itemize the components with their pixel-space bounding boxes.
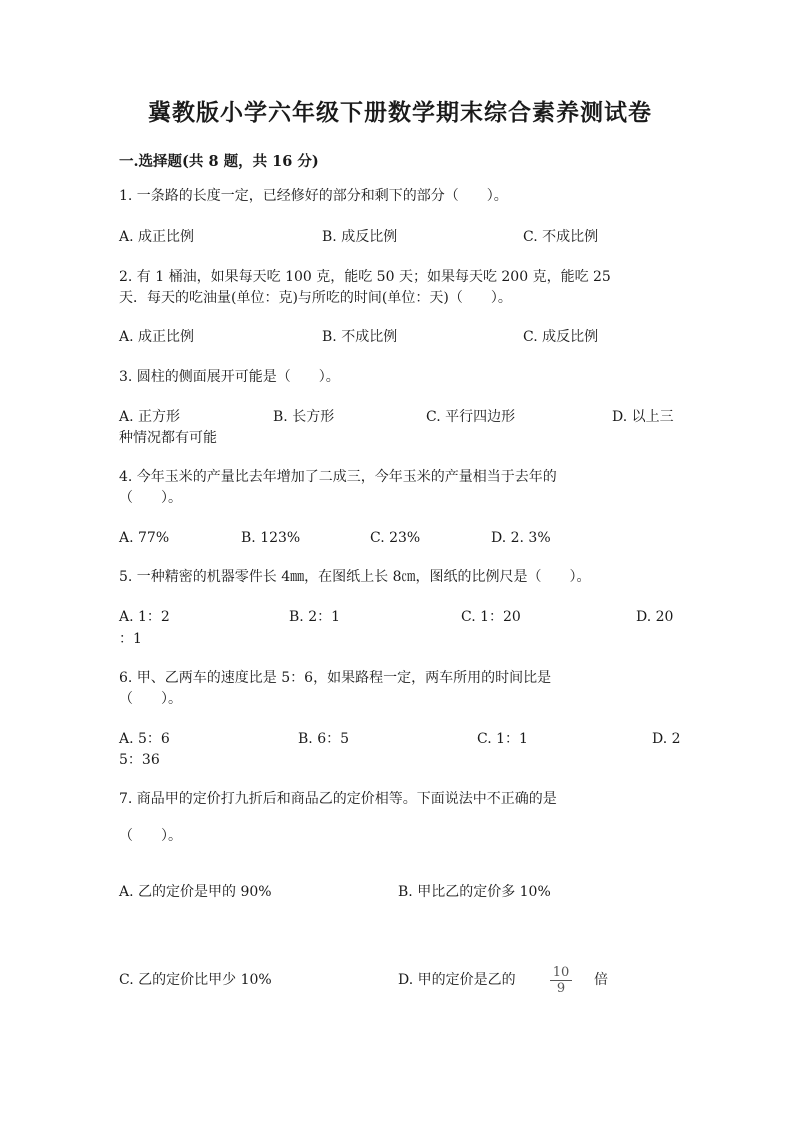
question-6-option-d: D. 2: [652, 731, 681, 747]
question-5-option-b: B. 2：1: [289, 609, 341, 625]
question-3-text: 3. 圆柱的侧面展开可能是（ ）。: [119, 369, 340, 385]
question-2-option-c: C. 成反比例: [523, 329, 599, 345]
question-1-option-a: A. 成正比例: [119, 229, 195, 245]
question-2-option-a: A. 成正比例: [119, 329, 195, 345]
question-3-option-d: D. 以上三: [612, 409, 674, 425]
question-4-option-c: C. 23%: [370, 530, 421, 546]
question-3-option-b: B. 长方形: [273, 409, 335, 425]
question-5-option-a: A. 1：2: [119, 609, 170, 625]
question-2-line-2: 天．每天的吃油量(单位：克)与所吃的时间(单位：天)（ ）。: [119, 290, 512, 306]
question-2-option-b: B. 不成比例: [322, 329, 398, 345]
section-heading: 一.选择题(共 8 题，共 16 分): [119, 153, 319, 170]
question-4-line-1: 4. 今年玉米的产量比去年增加了二成三，今年玉米的产量相当于去年的: [119, 469, 557, 485]
question-5-text: 5. 一种精密的机器零件长 4㎜，在图纸上长 8㎝，图纸的比例尺是（ ）。: [119, 569, 591, 585]
question-5-option-c: C. 1：20: [461, 609, 521, 625]
question-4-line-2: （ ）。: [119, 490, 182, 506]
question-5-option-d-wrap: ：1: [119, 631, 142, 647]
question-6-line-1: 6. 甲、乙两车的速度比是 5：6，如果路程一定，两车所用的时间比是: [119, 670, 552, 686]
question-7-option-a: A. 乙的定价是甲的 90%: [119, 884, 272, 900]
question-7-line-1: 7. 商品甲的定价打九折后和商品乙的定价相等。下面说法中不正确的是: [119, 791, 557, 807]
question-7-option-c: C. 乙的定价比甲少 10%: [119, 972, 272, 988]
question-7-option-d-fraction: [550, 965, 572, 996]
question-3-option-a: A. 正方形: [119, 409, 181, 425]
question-5-option-d: D. 20: [636, 609, 674, 625]
question-4-option-a: A. 77%: [119, 530, 170, 546]
question-1-option-b: B. 成反比例: [322, 229, 398, 245]
question-7-option-b: B. 甲比乙的定价多 10%: [398, 884, 551, 900]
question-6-option-b: B. 6：5: [298, 731, 350, 747]
fraction-denominator: 9: [556, 981, 566, 996]
question-2-line-1: 2. 有 1 桶油，如果每天吃 100 克，能吃 50 天；如果每天吃 200 克，能吃 25: [119, 269, 611, 285]
question-7-line-2: （ ）。: [119, 828, 182, 844]
question-6-line-2: （ ）。: [119, 691, 182, 707]
question-4-option-b: B. 123%: [241, 530, 301, 546]
question-3-option-c: C. 平行四边形: [426, 409, 516, 425]
question-6-option-a: A. 5：6: [119, 731, 170, 747]
question-3-option-d-wrap: 种情况都有可能: [119, 430, 217, 446]
question-6-option-c: C. 1：1: [477, 731, 528, 747]
question-6-option-d-wrap: 5：36: [119, 752, 160, 768]
question-1-option-c: C. 不成比例: [523, 229, 599, 245]
question-7-option-d-suffix: 倍: [594, 972, 608, 988]
question-7-option-d: D. 甲的定价是乙的: [398, 972, 516, 988]
question-4-option-d: D. 2. 3%: [491, 530, 551, 546]
page-title: 冀教版小学六年级下册数学期末综合素养测试卷: [148, 99, 652, 126]
question-1-text: 1. 一条路的长度一定，已经修好的部分和剩下的部分（ ）。: [119, 188, 508, 204]
fraction-numerator: 10: [550, 965, 572, 981]
